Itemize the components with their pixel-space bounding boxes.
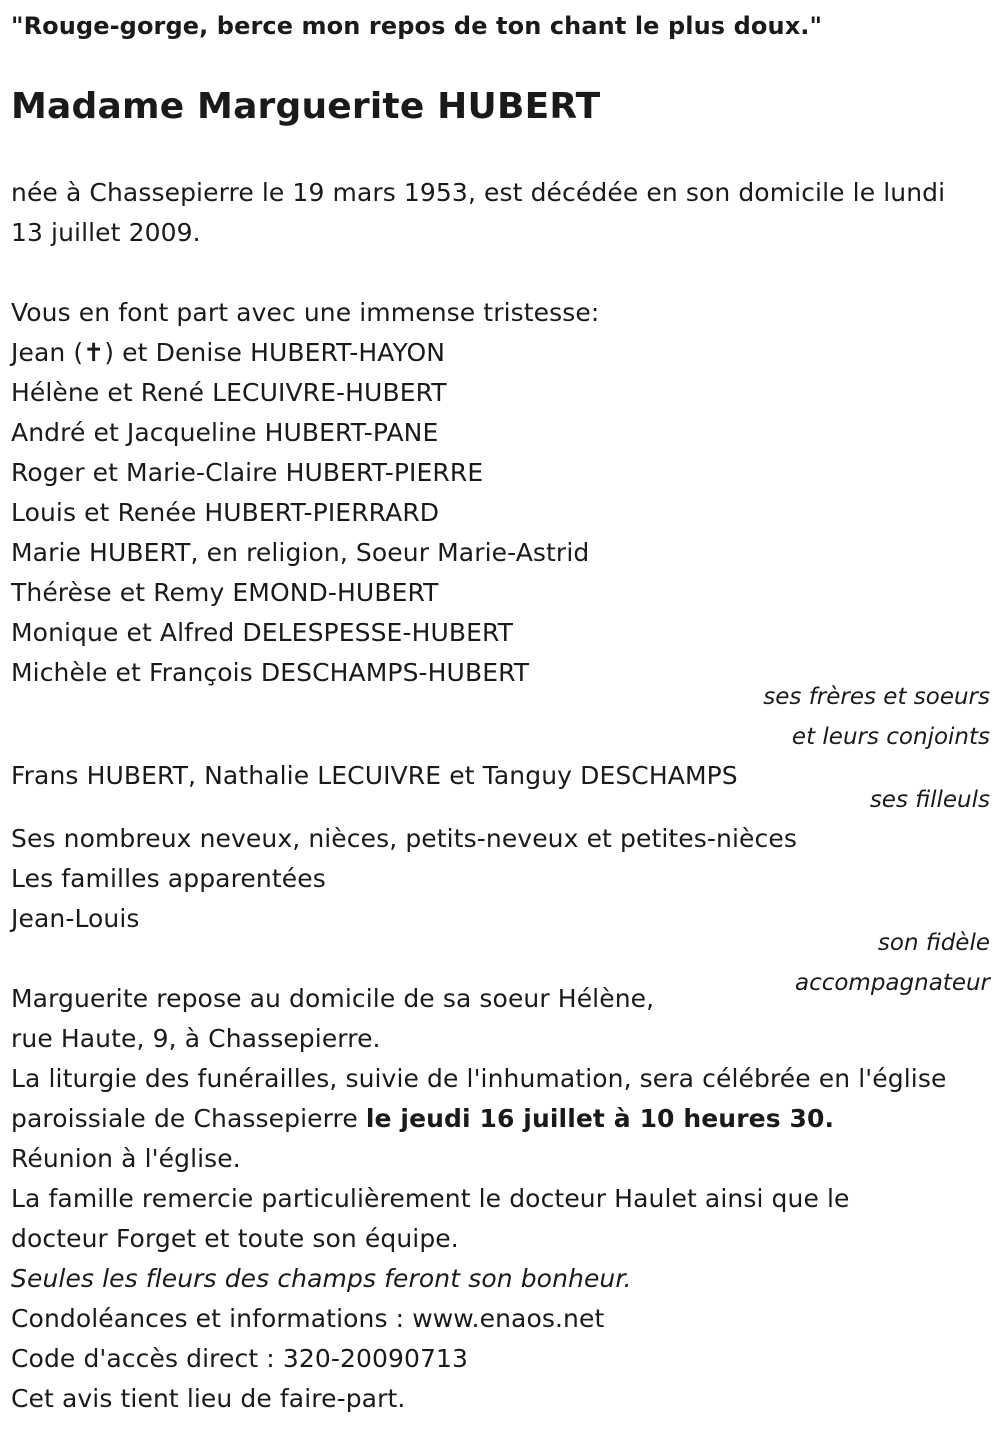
access-code-line: Code d'accès direct : 320-20090713 bbox=[11, 1344, 469, 1373]
sibling-line: Monique et Alfred DELESPESSE-HUBERT bbox=[11, 618, 514, 647]
epigraph-quote: "Rouge-gorge, berce mon repos de ton chant le plus doux." bbox=[11, 12, 823, 40]
repose-line-1: Marguerite repose au domicile de sa soeur Hélène, bbox=[11, 984, 655, 1013]
deceased-name-title: Madame Marguerite HUBERT bbox=[11, 86, 601, 127]
companion-role-line-2: accompagnateur bbox=[794, 970, 990, 996]
companion-role-line-1: son fidèle bbox=[877, 930, 990, 956]
notice-line: Cet avis tient lieu de faire-part. bbox=[11, 1384, 406, 1413]
siblings-role-line-2: et leurs conjoints bbox=[791, 724, 990, 750]
sibling-line: Louis et Renée HUBERT-PIERRARD bbox=[11, 498, 440, 527]
godchildren-role: ses filleuls bbox=[869, 787, 990, 813]
nephews-line: Ses nombreux neveux, nièces, petits-neveux et petites-nièces bbox=[11, 824, 797, 853]
sibling-line: Hélène et René LECUIVRE-HUBERT bbox=[11, 378, 447, 407]
godchildren-line: Frans HUBERT, Nathalie LECUIVRE et Tanguy DESCHAMPS bbox=[11, 761, 738, 790]
sibling-line: Marie HUBERT, en religion, Soeur Marie-Astrid bbox=[11, 538, 590, 567]
condolences-line: Condoléances et informations : www.enaos.net bbox=[11, 1304, 605, 1333]
companion-line: Jean-Louis bbox=[11, 904, 140, 933]
thanks-line-1: La famille remercie particulièrement le docteur Haulet ainsi que le bbox=[11, 1184, 850, 1213]
siblings-role-line-1: ses frères et soeurs bbox=[763, 684, 990, 710]
liturgy-date-time: le jeudi 16 juillet à 10 heures 30. bbox=[365, 1104, 835, 1133]
intro-line-1: née à Chassepierre le 19 mars 1953, est décédée en son domicile le lundi bbox=[11, 178, 946, 207]
relatives-line: Les familles apparentées bbox=[11, 864, 326, 893]
liturgy-line-1: La liturgie des funérailles, suivie de l'inhumation, sera célébrée en l'église bbox=[11, 1064, 947, 1093]
flowers-line: Seules les fleurs des champs feront son bonheur. bbox=[11, 1264, 632, 1293]
sibling-line: Roger et Marie-Claire HUBERT-PIERRE bbox=[11, 458, 484, 487]
thanks-line-2: docteur Forget et toute son équipe. bbox=[11, 1224, 459, 1253]
sibling-line: Michèle et François DESCHAMPS-HUBERT bbox=[11, 658, 530, 687]
repose-line-2: rue Haute, 9, à Chassepierre. bbox=[11, 1024, 381, 1053]
meeting-line: Réunion à l'église. bbox=[11, 1144, 241, 1173]
sibling-line: Jean (✝) et Denise HUBERT-HAYON bbox=[11, 338, 446, 367]
sibling-line: André et Jacqueline HUBERT-PANE bbox=[11, 418, 439, 447]
sibling-line: Thérèse et Remy EMOND-HUBERT bbox=[11, 578, 439, 607]
liturgy-location-text: paroissiale de Chassepierre bbox=[11, 1104, 366, 1133]
liturgy-line-2 bbox=[11, 1099, 834, 1139]
intro-line-2: 13 juillet 2009. bbox=[11, 218, 201, 247]
family-lead: Vous en font part avec une immense tristesse: bbox=[11, 298, 600, 327]
